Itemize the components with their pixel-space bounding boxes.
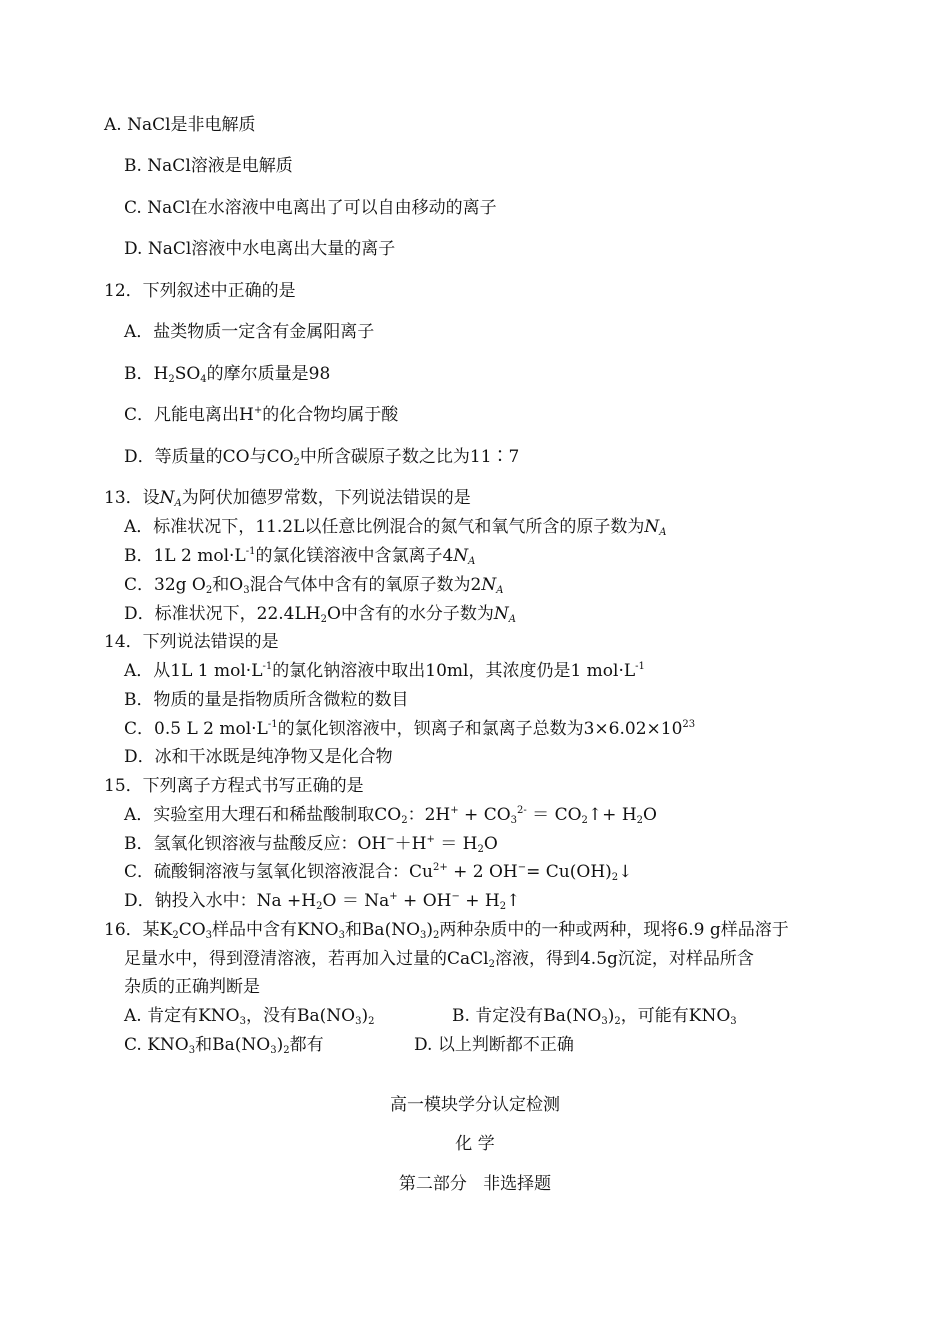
q11-option-d: D. NaCl溶液中水电离出大量的离子 bbox=[124, 239, 396, 259]
q14-option-d: D．冰和干冰既是纯净物又是化合物 bbox=[124, 747, 393, 767]
exam-title: 高一模块学分认定检测 bbox=[390, 1095, 560, 1115]
q11-option-c: C. NaCl在水溶液中电离出了可以自由移动的离子 bbox=[124, 198, 497, 218]
q12-option-c: C．凡能电离出H+的化合物均属于酸 bbox=[124, 405, 399, 425]
q14-option-b: B．物质的量是指物质所含微粒的数目 bbox=[124, 690, 409, 710]
q16-option-b: B. 肯定没有$Ba(NO_3)_2$，可能有$KNO_3$ bbox=[452, 1006, 737, 1027]
q11-option-b: B. NaCl溶液是电解质 bbox=[124, 156, 293, 176]
q14-option-c: C．0.5 L 2 $mol\cdot L^{-1}$的氯化钡溶液中，钡离子和氯离子总数为$3\times 6.02\times 10^{23}$ bbox=[124, 719, 696, 739]
q16-stem-line1: 16．某$K_2CO_3$样品中含有$KNO_3$和$Ba(NO_3)_2$两种杂质中的一种或两种，现将6.9 g样品溶于 bbox=[104, 920, 789, 941]
q15-option-b: B．氢氧化钡溶液与盐酸反应：$OH^-+H^+ = H_2O$ bbox=[124, 834, 498, 855]
q13-stem: 13．设$N_A$为阿伏加德罗常数，下列说法错误的是 bbox=[104, 488, 471, 509]
q16-stem-line2: 足量水中，得到澄清溶液，若再加入过量的CaCl$_2$溶液，得到4.5g沉淀，对样品所含 bbox=[124, 949, 754, 970]
q13-option-b: B．1L 2 $mol\cdot L^{-1}$的氯化镁溶液中含氯离子$4N_A$ bbox=[124, 546, 476, 567]
q14-stem: 14．下列说法错误的是 bbox=[104, 632, 279, 652]
q16-option-a: A. 肯定有$KNO_3$，没有$Ba(NO_3)_2$ bbox=[124, 1006, 375, 1027]
q12-option-d: D．等质量的CO与$CO_2$中所含碳原子数之比为11∶7 bbox=[124, 447, 520, 468]
q12-option-a: A．盐类物质一定含有金属阳离子 bbox=[124, 322, 375, 342]
q12-stem: 12．下列叙述中正确的是 bbox=[104, 281, 296, 301]
q14-option-a: A．从1L 1 $mol\cdot L^{-1}$的氯化钠溶液中取出10ml，其浓度仍是1 $mol\cdot L^{-1}$ bbox=[124, 661, 645, 681]
part-title: 第二部分 非选择题 bbox=[398, 1174, 552, 1194]
q11-option-a: A. NaCl是非电解质 bbox=[104, 115, 256, 135]
q15-option-c: C．硫酸铜溶液与氢氧化钡溶液混合：$Cu^{2+} + 2$ $OH^-= Cu(OH)_2↓$ bbox=[124, 862, 633, 883]
q13-option-a: A．标准状况下，11.2L以任意比例混合的氮气和氧气所含的原子数为$N_A$ bbox=[124, 517, 667, 538]
q16-option-c: C. $KNO_3$和$Ba(NO_3)_2$都有 bbox=[124, 1035, 324, 1056]
q16-option-d: D. 以上判断都不正确 bbox=[414, 1035, 574, 1055]
subject-title: 化 学 bbox=[455, 1134, 495, 1154]
q15-stem: 15．下列离子方程式书写正确的是 bbox=[104, 776, 364, 796]
q15-option-d: D．钠投入水中：$Na +H_2O = Na^+ + OH^-$ + $H_2↑$ bbox=[124, 891, 521, 912]
q13-option-d: D．标准状况下，$22.4LH_2O$中含有的水分子数为$N_A$ bbox=[124, 604, 517, 625]
q13-option-c: C．32g $O_2$和$O_3$混合气体中含有的氧原子数为$2N_A$ bbox=[124, 575, 504, 596]
q15-option-a: A．实验室用大理石和稀盐酸制取$CO_2$：$2H^+ + CO_3^{2-}$ ＝ $CO_2↑+ H_2O$ bbox=[124, 805, 657, 826]
q12-option-b: B．$H_2SO_4$的摩尔质量是98 bbox=[124, 364, 331, 385]
q16-stem-line3: 杂质的正确判断是 bbox=[124, 977, 260, 997]
